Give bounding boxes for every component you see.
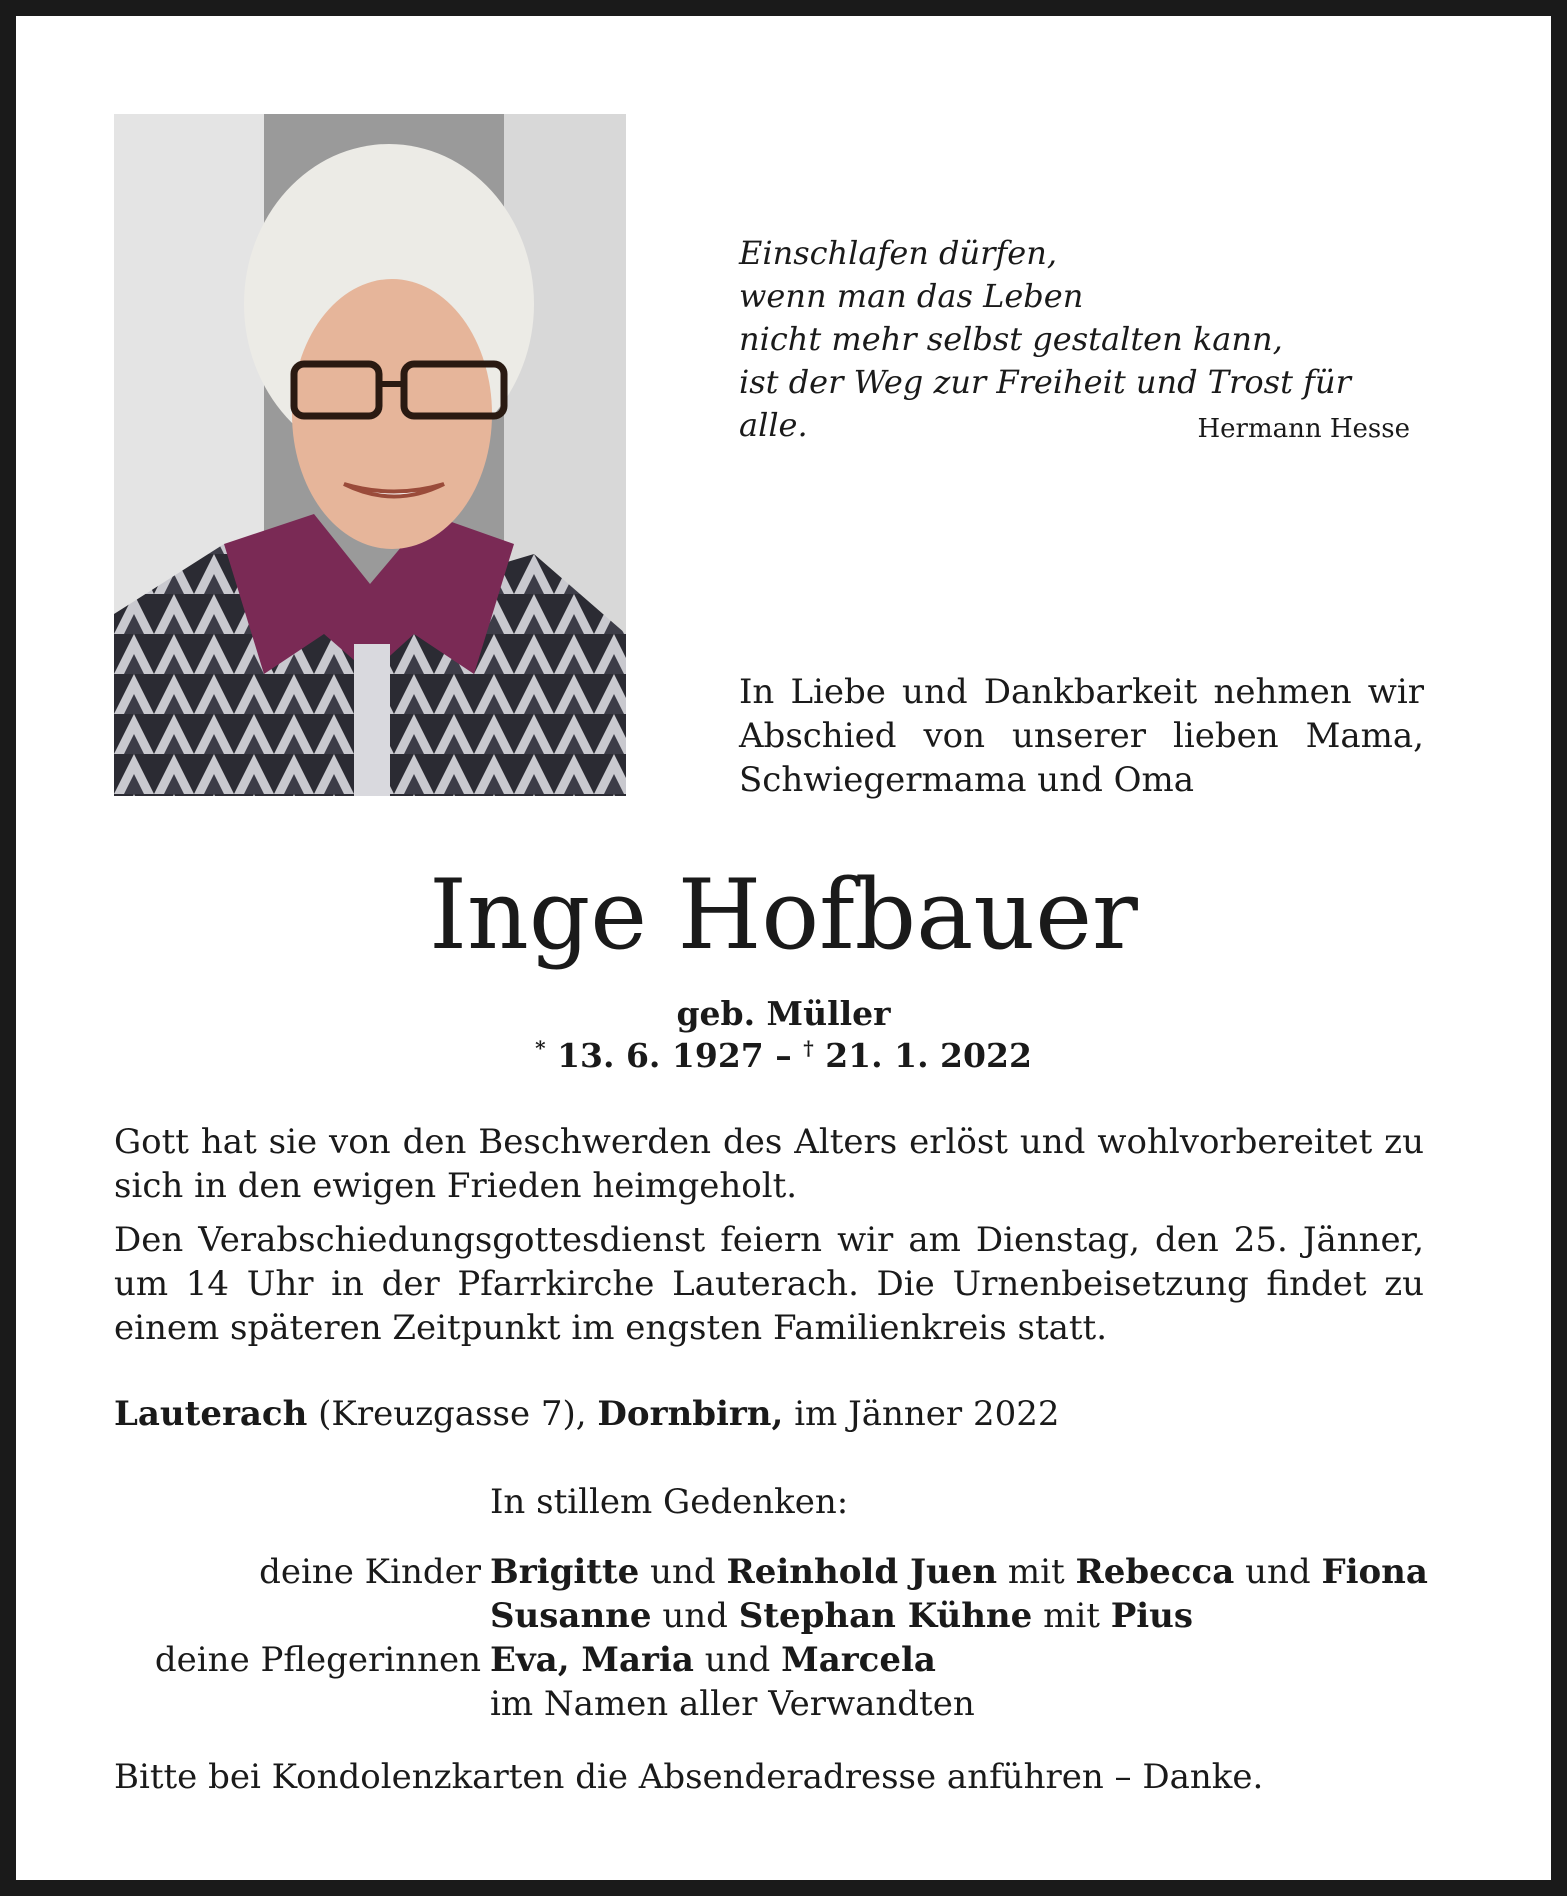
date: im Jänner 2022 — [794, 1394, 1060, 1434]
quote-line: ist der Weg zur Freiheit und Trost für alle. — [739, 363, 1351, 444]
mourner-name: Fiona — [1321, 1552, 1428, 1592]
life-dates — [0, 1036, 1567, 1075]
quote-line: nicht mehr selbst gestalten kann, — [739, 320, 1283, 358]
mourner-name: Stephan Kühne — [738, 1596, 1033, 1636]
quote-author: Hermann Hesse — [1197, 414, 1410, 444]
mourner-name: Susanne — [490, 1596, 652, 1636]
body-paragraph: Den Verabschiedungsgottesdienst feiern wir am Dienstag, den 25. Jänner, um 14 Uhr in der Pfarrkirche Lauterach. Die Urnenbeisetzung findet zu einem späteren Zeitpunkt im engsten Familienkreis statt. — [114, 1220, 1424, 1348]
connector: und — [704, 1640, 771, 1680]
relatives-line: im Namen aller Verwandten — [490, 1684, 975, 1724]
mourner-name: Reinhold Juen — [726, 1552, 998, 1592]
mourner-name: Marcela — [781, 1640, 936, 1680]
deceased-name: Inge Hofbauer — [429, 859, 1138, 971]
mourners-heading: In stillem Gedenken: — [490, 1482, 849, 1522]
birth-date: 13. 6. 1927 — [557, 1036, 764, 1075]
portrait-photo — [114, 114, 626, 796]
connector: mit — [1007, 1552, 1065, 1592]
birth-name: geb. Müller — [676, 994, 891, 1033]
date-separator: – — [775, 1036, 792, 1075]
quote-line: Einschlafen dürfen, — [739, 234, 1057, 272]
body-paragraph: Gott hat sie von den Beschwerden des Alters erlöst und wohlvorbereitet zu sich in den ewigen Frieden heimgeholt. — [114, 1122, 1424, 1206]
town: Dornbirn, — [597, 1394, 784, 1434]
connector: und — [650, 1552, 716, 1592]
connector: und — [662, 1596, 728, 1636]
mourner-name: Rebecca — [1075, 1552, 1235, 1592]
quote-line: wenn man das Leben — [739, 277, 1084, 315]
birth-symbol: * — [535, 1036, 546, 1060]
mourner-line — [490, 1552, 1428, 1592]
mourner-name: Eva, Maria — [490, 1640, 694, 1680]
mourner-name: Brigitte — [490, 1552, 640, 1592]
connector: mit — [1043, 1596, 1100, 1636]
carers-label: deine Pflegerinnen — [154, 1640, 481, 1680]
closing-note: Bitte bei Kondolenzkarten die Absenderadresse anführen – Danke. — [114, 1757, 1264, 1797]
town: Lauterach — [114, 1394, 308, 1434]
address: (Kreuzgasse 7), — [318, 1394, 587, 1434]
children-label: deine Kinder — [259, 1552, 481, 1592]
death-date: 21. 1. 2022 — [825, 1036, 1032, 1075]
intro-text: In Liebe und Dankbarkeit nehmen wir Abschied von unserer lieben Mama, Schwiegermama und Oma — [739, 672, 1424, 800]
mourner-name: Pius — [1110, 1596, 1194, 1636]
mourner-line — [490, 1596, 1193, 1636]
death-symbol: † — [803, 1036, 814, 1060]
mourner-line — [490, 1640, 936, 1680]
connector: und — [1245, 1552, 1311, 1592]
place-and-date — [114, 1394, 1060, 1434]
